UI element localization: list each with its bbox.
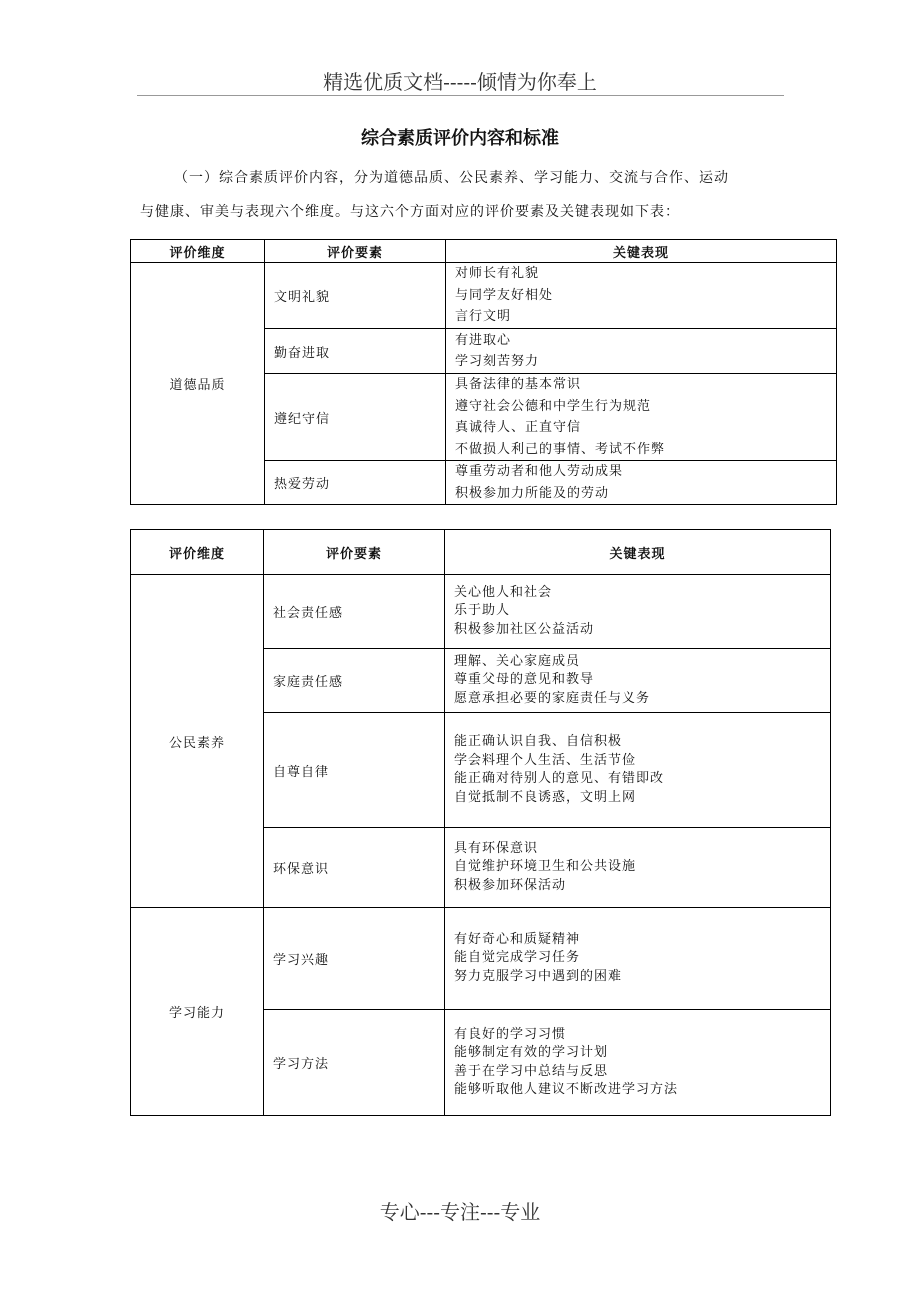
element-cell: 学习兴趣: [264, 908, 445, 1010]
header-dimension: 评价维度: [131, 240, 265, 263]
page-footer: 专心---专注---专业: [379, 1200, 541, 1224]
intro-line-2: 与健康、审美与表现六个维度。与这六个方面对应的评价要素及关键表现如下表：: [140, 204, 680, 220]
header-performance: 关键表现: [445, 530, 831, 575]
element-cell: 环保意识: [264, 828, 445, 908]
performance-item: 乐于助人: [454, 603, 511, 619]
performance-item: 学会料理个人生活、生活节俭: [454, 752, 637, 768]
element-cell: 学习方法: [264, 1010, 445, 1116]
document-title: 综合素质评价内容和标准: [361, 128, 559, 149]
performance-item: 言行文明: [455, 309, 512, 325]
performance-item: 有好奇心和质疑精神: [454, 931, 581, 947]
performance-item: 与同学友好相处: [455, 287, 554, 303]
performance-item: 尊重父母的意见和教导: [454, 672, 595, 688]
performance-item: 能正确认识自我、自信积极: [454, 734, 623, 749]
header-element: 评价要素: [265, 240, 446, 263]
element-cell: 勤奋进取: [265, 329, 446, 374]
performance-cell: [446, 329, 837, 374]
table-row: [131, 908, 831, 1010]
table-row: [131, 263, 837, 329]
header-dimension: 评价维度: [131, 530, 264, 575]
performance-cell: [445, 649, 831, 713]
performance-item: 能正确对待别人的意见、有错即改: [454, 771, 665, 786]
performance-item: 努力克服学习中遇到的困难: [454, 968, 623, 984]
performance-cell: [445, 575, 831, 649]
intro-line-1: （一）综合素质评价内容，分为道德品质、公民素养、学习能力、交流与合作、运动: [174, 170, 729, 186]
performance-cell: [446, 461, 837, 505]
element-cell: 家庭责任感: [264, 649, 445, 713]
performance-item: 有进取心: [455, 332, 512, 348]
dimension-cell: 学习能力: [131, 908, 264, 1116]
performance-item: 能自觉完成学习任务: [454, 950, 581, 966]
performance-cell: [445, 828, 831, 908]
table-row: [131, 575, 831, 649]
element-cell: 自尊自律: [264, 713, 445, 828]
element-cell: 社会责任感: [264, 575, 445, 649]
header-performance: 关键表现: [446, 240, 837, 263]
performance-item: 学习刻苦努力: [455, 354, 540, 369]
performance-item: 善于在学习中总结与反思: [454, 1063, 609, 1079]
performance-cell: [445, 713, 831, 828]
performance-item: 积极参加环保活动: [454, 877, 567, 893]
performance-item: 积极参加力所能及的劳动: [455, 485, 610, 501]
performance-item: 自觉抵制不良诱惑，文明上网: [454, 789, 637, 805]
performance-cell: [445, 908, 831, 1010]
element-cell: 热爱劳动: [265, 461, 446, 505]
performance-cell: [445, 1010, 831, 1116]
performance-item: 有良好的学习习惯: [454, 1026, 567, 1042]
performance-item: 尊重劳动者和他人劳动成果: [455, 464, 624, 479]
performance-item: 理解、关心家庭成员: [454, 653, 581, 669]
performance-cell: [446, 374, 837, 461]
evaluation-table-1: [130, 239, 837, 505]
performance-item: 遵守社会公德和中学生行为规范: [455, 398, 652, 414]
dimension-cell: 道德品质: [131, 263, 265, 505]
performance-item: 具有环保意识: [454, 840, 539, 856]
table-header-row: [131, 530, 831, 575]
performance-item: 真诚待人、正直守信: [455, 420, 582, 435]
performance-item: 能够制定有效的学习计划: [454, 1045, 609, 1060]
header-element: 评价要素: [264, 530, 445, 575]
performance-item: 具备法律的基本常识: [455, 377, 582, 392]
element-cell: 文明礼貌: [265, 263, 446, 329]
performance-item: 自觉维护环境卫生和公共设施: [454, 859, 637, 875]
dimension-cell: 公民素养: [131, 575, 264, 908]
page-header: 精选优质文档-----倾情为你奉上: [323, 70, 597, 94]
table-header-row: [131, 240, 837, 263]
performance-item: 愿意承担必要的家庭责任与义务: [454, 690, 651, 706]
evaluation-table-2: [130, 529, 831, 1116]
performance-cell: [446, 263, 837, 329]
header-divider: [137, 95, 784, 96]
element-cell: 遵纪守信: [265, 374, 446, 461]
performance-item: 能够听取他人建议不断改进学习方法: [454, 1082, 679, 1097]
performance-item: 不做损人利己的事情、考试不作弊: [455, 441, 666, 457]
performance-item: 对师长有礼貌: [455, 266, 540, 282]
performance-item: 关心他人和社会: [454, 584, 553, 600]
performance-item: 积极参加社区公益活动: [454, 621, 595, 637]
